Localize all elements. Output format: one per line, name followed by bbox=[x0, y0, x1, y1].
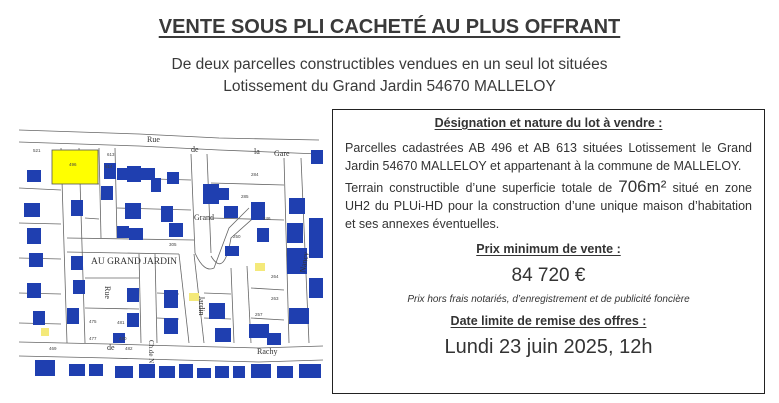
map-label-rachy: Rachy bbox=[257, 347, 278, 356]
map-label-au-grand-jardin: AU GRAND JARDIN bbox=[91, 257, 178, 267]
parcel-number: 613 bbox=[107, 152, 115, 157]
map-label-grand: Grand bbox=[194, 213, 214, 222]
subtitle-line-2: Lotissement du Grand Jardin 54670 MALLELOY bbox=[223, 78, 556, 95]
parcel-number: 614 bbox=[105, 164, 113, 169]
map-label-gare: Gare bbox=[274, 149, 290, 158]
subtitle-line-1: De deux parcelles constructibles vendues en un seul lot situées bbox=[171, 56, 608, 73]
parcel-number: 482 bbox=[125, 346, 133, 351]
parcel-number: 257 bbox=[255, 312, 263, 317]
parcel-number: 284 bbox=[251, 172, 259, 177]
parcel-number: 285 bbox=[241, 194, 249, 199]
parcel-number: 477 bbox=[89, 336, 97, 341]
map-label-de-2: de bbox=[107, 343, 115, 352]
terrain-prefix: Terrain constructible d’une superficie totale de bbox=[345, 181, 619, 195]
map-label-rue: Rue bbox=[147, 135, 160, 144]
deadline-value: Lundi 23 juin 2025, 12h bbox=[444, 336, 653, 358]
price-heading: Prix minimum de vente : bbox=[476, 242, 621, 256]
parcel-number: 250 bbox=[233, 234, 241, 239]
designation-text: Parcelles cadastrées AB 496 et AB 613 situées Lotissement le Grand Jardin 54670 MALLELOY et appartenant à la commune de MALLELOY. bbox=[345, 141, 752, 173]
price-note: Prix hors frais notariés, d’enregistrement et de publicité foncière bbox=[407, 294, 690, 305]
deadline-heading: Date limite de remise des offres : bbox=[450, 314, 647, 328]
page-title: VENTE SOUS PLI CACHETÉ AU PLUS OFFRANT bbox=[158, 16, 621, 38]
parcel-number: 496 bbox=[69, 162, 77, 167]
map-label-jardin: Jardin bbox=[197, 296, 206, 316]
lot-info-box bbox=[332, 109, 765, 394]
cadastral-map bbox=[19, 128, 323, 378]
parcel-number: 264 bbox=[271, 274, 279, 279]
parcel-number: 481 bbox=[117, 320, 125, 325]
cadastral-map-svg bbox=[19, 128, 323, 378]
map-label-nancy: Nancy bbox=[298, 251, 311, 274]
price-value: 84 720 € bbox=[511, 265, 586, 286]
parcel-number: 263 bbox=[271, 296, 279, 301]
surface-value: 706m² bbox=[618, 177, 667, 196]
highlighted-parcel bbox=[52, 150, 98, 184]
map-label-chemin: Ch.de N bbox=[147, 340, 155, 364]
parcel-number: 469 bbox=[49, 346, 57, 351]
terrain-text bbox=[345, 178, 752, 233]
map-label-de: de bbox=[191, 145, 199, 154]
parcel-number: 475 bbox=[89, 319, 97, 324]
parcel-number: 480 bbox=[119, 336, 127, 341]
parcel-number: 246 bbox=[263, 216, 271, 221]
map-label-rue-vertical: Rue bbox=[103, 286, 112, 299]
designation-heading: Désignation et nature du lot à vendre : bbox=[434, 116, 663, 130]
parcel-number: 305 bbox=[169, 242, 177, 247]
map-label-la: la bbox=[254, 147, 260, 156]
terrain-suffix: situé en zone UH2 du PLUi-HD pour la construction d’une unique maison d’habitation et ses annexes éventuelles. bbox=[345, 181, 752, 231]
parcel-number: 521 bbox=[33, 148, 41, 153]
